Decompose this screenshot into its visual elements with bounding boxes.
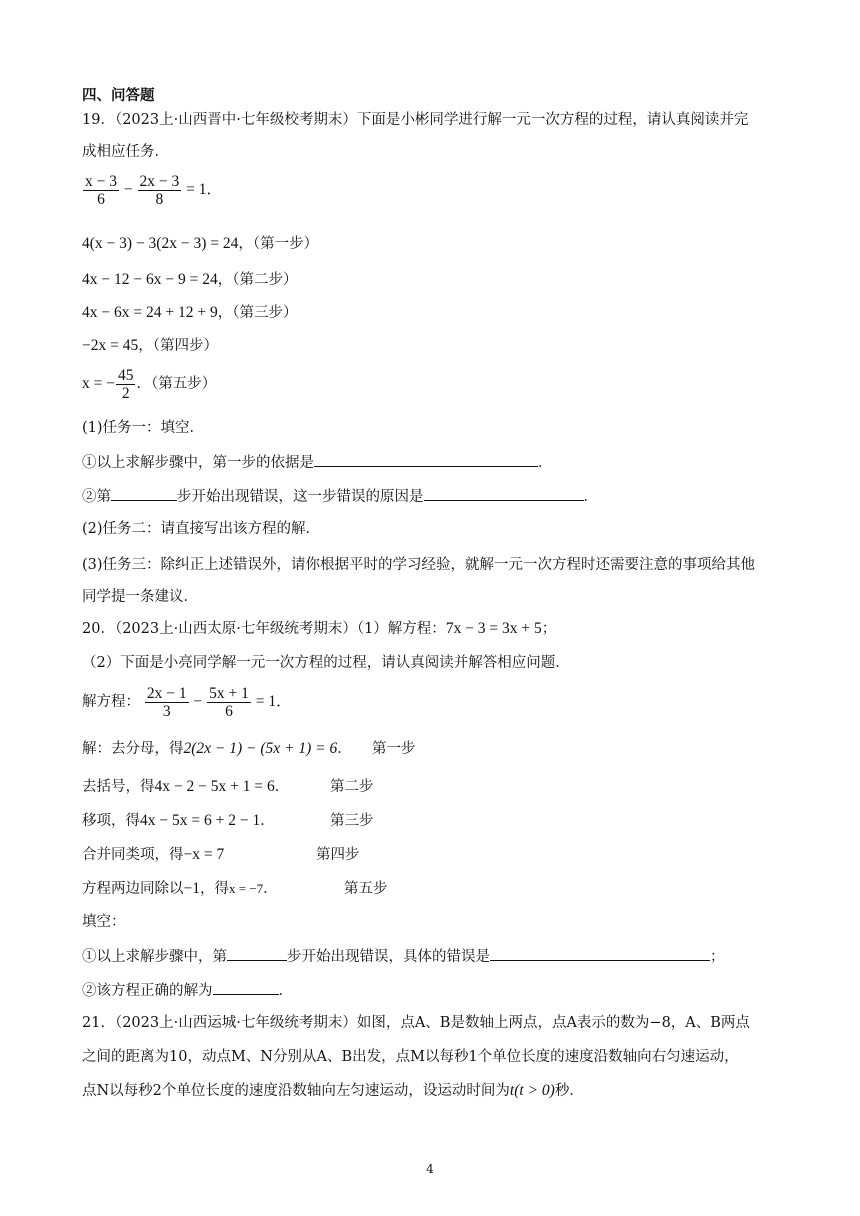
q20-fill-2: ②该方程正确的解为 ． (82, 980, 293, 1001)
answer-blank[interactable] (213, 980, 279, 995)
section-title: 四、问答题 (82, 88, 155, 104)
q20-source: （2023上·山西太原·七年级统考期末） (114, 621, 357, 637)
q20-step4-label: 第四步 (316, 847, 360, 863)
q20-step4: 合并同类项，得−x = 7 (82, 846, 225, 863)
page-number: 4 (426, 1162, 434, 1176)
q19-number: 19． (82, 112, 115, 128)
q20-step2-label: 第二步 (330, 779, 374, 795)
q19-task3-line2: 同学提一条建议． (82, 589, 198, 605)
answer-blank[interactable] (227, 946, 287, 961)
q20-step1: 解：去分母，得2(2x − 1) − (5x + 1) = 6． (82, 740, 352, 757)
q21-number: 21． (82, 1015, 115, 1031)
q21-line1: 21．（2023上·山西运城·七年级统考期末）如图，点A、B是数轴上两点，点A表示的数为−8，A、B两点 (82, 1015, 750, 1031)
q19-intro-line2: 成相应任务． (82, 144, 169, 160)
q19-step1: 4(x − 3) − 3(2x − 3) = 24，（第一步） (82, 235, 319, 252)
q19-task1-b: ②第 步开始出现错误，这一步错误的原因是 ． (82, 486, 598, 507)
q20-step5-label: 第五步 (344, 881, 388, 897)
q19-task3-line1: (3)任务三：除纠正上述错误外，请你根据平时的学习经验，就解一元一次方程时还需要注意的事项给其他 (82, 557, 756, 573)
q20-number: 20． (82, 621, 115, 637)
q21-source: （2023上·山西运城·七年级统考期末） (114, 1015, 357, 1031)
q19-task2: (2)任务二：请直接写出该方程的解． (82, 521, 321, 537)
q20-equation: 解方程： $\frac{2x - 1}{3}$ − $\frac{5x + 1}{6}$ = 1． (82, 684, 292, 720)
q19-equation: $\frac{x - 3}{6}$ − $\frac{2x - 3}{8}$ = 1． (85, 172, 222, 208)
q21-line2: 之间的距离为10，动点M、N分别从A、B出发，点M以每秒1个单位长度的速度沿数轴向右匀速运动， (82, 1049, 739, 1065)
q19-intro: 下面是小彬同学进行解一元一次方程的过程，请认真阅读并完 (356, 112, 749, 128)
q21-line3: 点N以每秒2个单位长度的速度沿数轴向左匀速运动，设运动时间为t(t > 0)秒． (82, 1082, 584, 1099)
answer-blank[interactable] (314, 452, 538, 467)
q20-step5: 方程两边同除以−1，得x = −7． (82, 880, 278, 897)
q20-step1-label: 第一步 (372, 741, 416, 757)
q20-fill: 填空： (82, 914, 126, 930)
answer-blank[interactable] (424, 486, 584, 501)
q19-step5: x = − $\frac{45}{2}$ ．（第五步） (82, 366, 217, 402)
q19-task1: (1)任务一：填空． (82, 420, 205, 436)
q19-task1-a: ①以上求解步骤中，第一步的依据是 ． (82, 452, 553, 473)
q20-step2: 去括号，得4x − 2 − 5x + 1 = 6． (82, 778, 290, 795)
answer-blank[interactable] (111, 486, 177, 501)
q19-step2: 4x − 12 − 6x − 9 = 24，（第二步） (82, 271, 298, 288)
q20-fill-1: ①以上求解步骤中，第 步开始出现错误，具体的错误是 ； (82, 946, 725, 967)
q20-part2: （2）下面是小亮同学解一元一次方程的过程，请认真阅读并解答相应问题． (82, 655, 570, 671)
q19-intro-line1 (82, 110, 748, 130)
q20-step3-label: 第三步 (330, 813, 374, 829)
answer-blank[interactable] (490, 946, 710, 961)
q20-step3: 移项，得4x − 5x = 6 + 2 − 1． (82, 812, 275, 829)
q19-step3: 4x − 6x = 24 + 12 + 9，（第三步） (82, 304, 298, 321)
q20-line1: 20．（2023上·山西太原·七年级统考期末）（1）解方程：7x − 3 = 3x + 5； (82, 620, 557, 637)
q19-source: （2023上·山西晋中·七年级校考期末） (114, 112, 357, 128)
q19-step4: −2x = 45，（第四步） (82, 337, 218, 354)
